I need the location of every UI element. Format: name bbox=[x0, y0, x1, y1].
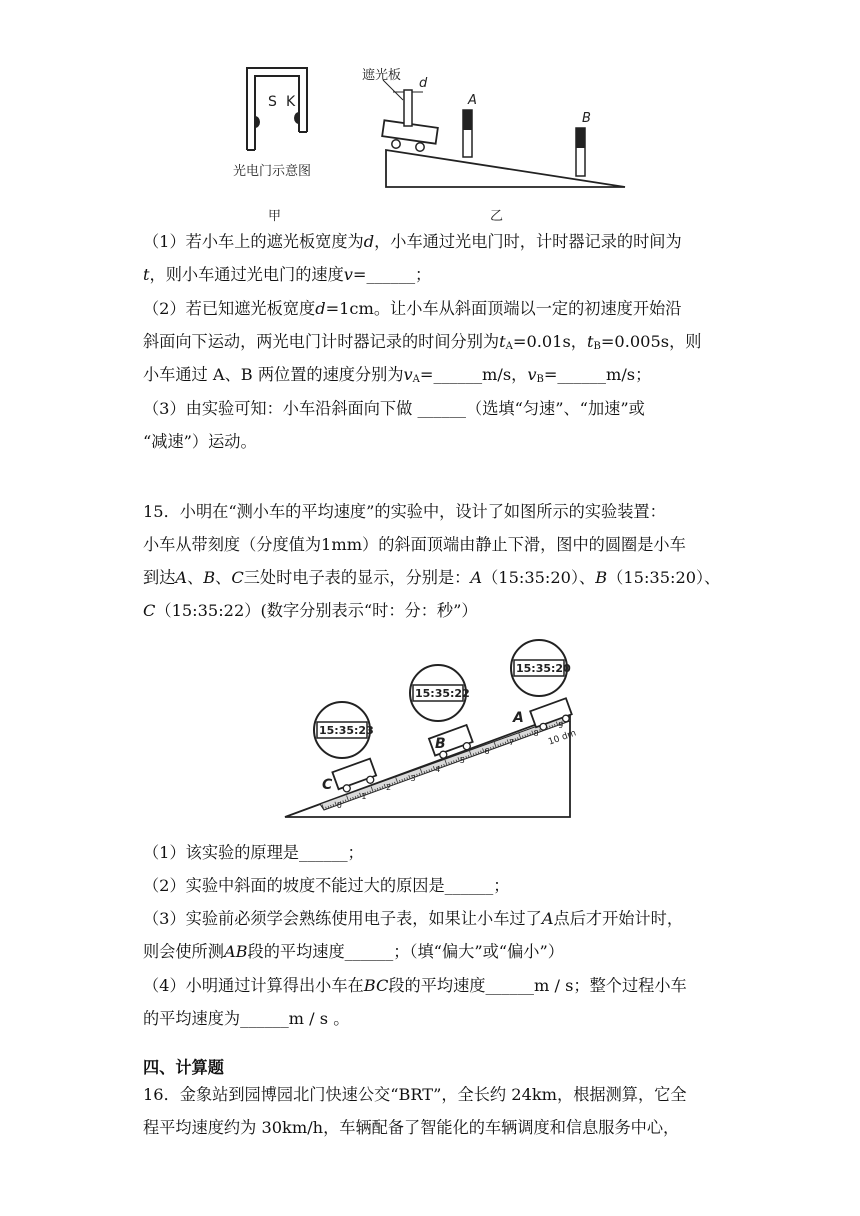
gate-b-label: B bbox=[582, 111, 591, 126]
var-a: A bbox=[175, 568, 188, 587]
var-a: A bbox=[541, 909, 554, 928]
sub-b: B bbox=[593, 341, 601, 352]
text: （15:35:22）(数字分别表示“时：分：秒”） bbox=[155, 601, 478, 620]
ruler-tick-label: 4 bbox=[435, 765, 441, 775]
caption-jia: 甲 bbox=[268, 209, 282, 224]
clock-a-readout: 15:35:20 bbox=[516, 662, 571, 675]
q15-s3-line1 bbox=[143, 908, 683, 930]
sub-a: A bbox=[505, 341, 513, 352]
text: =0.01s， bbox=[512, 332, 587, 351]
gate-caption: 光电门示意图 bbox=[233, 164, 312, 179]
gate-letter-k: K bbox=[286, 94, 296, 110]
text: （2）若已知遮光板宽度 bbox=[143, 299, 316, 318]
text: =______； bbox=[352, 265, 432, 284]
var-d: d bbox=[363, 232, 375, 251]
text: 则会使所测 bbox=[143, 942, 224, 961]
ruler-tick-label: 6 bbox=[484, 747, 490, 757]
q16-line2: 程平均速度约为 30km/h，车辆配备了智能化的车辆调度和信息服务中心， bbox=[143, 1118, 680, 1137]
ruler-tick-label: 2 bbox=[385, 782, 392, 792]
sub-b: B bbox=[536, 374, 544, 385]
text: 段的平均速度______m / s；整个过程小车 bbox=[388, 976, 687, 995]
label-a: A bbox=[513, 710, 524, 726]
q14-p3-line2: “减速”）运动。 bbox=[143, 432, 257, 451]
figure-light-gate bbox=[225, 60, 645, 235]
text: （1）若小车上的遮光板宽度为 bbox=[143, 232, 364, 251]
sub-a: A bbox=[412, 374, 420, 385]
q15-line1: 15．小明在“测小车的平均速度”的实验中，设计了如图所示的实验装置： bbox=[143, 502, 666, 521]
text: 到达 bbox=[143, 568, 176, 587]
clock-b-readout: 15:35:22 bbox=[415, 687, 470, 700]
caption-yi: 乙 bbox=[490, 209, 504, 224]
var-v: v bbox=[343, 265, 353, 284]
text: =1cm。让小车从斜面顶端以一定的初速度开始沿 bbox=[325, 299, 682, 318]
var-a: A bbox=[470, 568, 483, 587]
q15-line3 bbox=[143, 567, 720, 589]
q14-p3-line1: （3）由实验可知：小车沿斜面向下做 ______（选填“匀速”、“加速”或 bbox=[143, 399, 645, 418]
var-c: C bbox=[143, 601, 156, 620]
var-d: d bbox=[315, 299, 326, 318]
ruler-tick-label: 8 bbox=[533, 729, 539, 739]
var-v: v bbox=[403, 365, 413, 384]
q15-s3-line2 bbox=[143, 941, 564, 963]
q14-p1-line1 bbox=[143, 231, 682, 253]
text: 段的平均速度______；（填“偏大”或“偏小”） bbox=[247, 942, 564, 961]
ruler-tick-label: 0 bbox=[336, 800, 342, 810]
text: 小车通过 A、B 两位置的速度分别为 bbox=[143, 365, 404, 384]
var-b: B bbox=[595, 568, 608, 587]
label-b: B bbox=[435, 736, 446, 752]
var-c: C bbox=[231, 568, 244, 587]
text: =______m/s， bbox=[419, 365, 528, 384]
text: 、 bbox=[215, 568, 232, 587]
text: （15:35:20）、 bbox=[607, 568, 721, 587]
q15-line2: 小车从带刻度（分度值为1mm）的斜面顶端由静止下滑，图中的圆圈是小车 bbox=[143, 535, 686, 554]
light-gate-diagram bbox=[225, 60, 645, 235]
text: ，小车通过光电门时，计时器记录的时间为 bbox=[374, 232, 682, 251]
d-label: d bbox=[419, 76, 428, 91]
q15-s4-line1 bbox=[143, 975, 687, 997]
ruler-tick-label: 1 bbox=[361, 791, 367, 801]
text: 斜面向下运动，两光电门计时器记录的时间分别为 bbox=[143, 332, 500, 351]
q14-p2-line2 bbox=[143, 331, 701, 358]
ruler-tick-label: 9 bbox=[558, 720, 564, 730]
q16-line1: 16．金象站到园博园北门快速公交“BRT”，全长约 24km，根据测算，它全 bbox=[143, 1085, 687, 1104]
ruler-tick-label: 3 bbox=[410, 773, 416, 783]
var-t: t bbox=[143, 265, 150, 284]
q15-s4-line2: 的平均速度为______m / s 。 bbox=[143, 1009, 350, 1028]
text: =0.005s，则 bbox=[600, 332, 702, 351]
ruler-tick-label: 7 bbox=[508, 738, 515, 748]
text: 三处时电子表的显示，分别是： bbox=[243, 568, 471, 587]
var-t: t bbox=[586, 332, 594, 351]
text: （15:35:20）、 bbox=[482, 568, 596, 587]
var-bc: BC bbox=[363, 976, 389, 995]
text: （4）小明通过计算得出小车在 bbox=[143, 976, 364, 995]
figure-incline-clocks bbox=[280, 635, 590, 825]
label-c: C bbox=[322, 777, 333, 793]
var-b: B bbox=[203, 568, 216, 587]
text: 点后才开始计时， bbox=[553, 909, 684, 928]
text: 、 bbox=[187, 568, 204, 587]
board-label: 遮光板 bbox=[362, 68, 402, 83]
q14-p2-line3 bbox=[143, 364, 651, 391]
clock-c-readout: 15:35:23 bbox=[319, 724, 374, 737]
var-v: v bbox=[527, 365, 537, 384]
q15-line4 bbox=[143, 600, 478, 622]
section-title: 四、计算题 bbox=[143, 1058, 224, 1077]
q15-s2: （2）实验中斜面的坡度不能过大的原因是______； bbox=[143, 876, 510, 895]
ruler-tick-label: 5 bbox=[459, 756, 465, 766]
q14-p2-line1 bbox=[143, 298, 681, 320]
text: ，则小车通过光电门的速度 bbox=[149, 265, 344, 284]
var-t: t bbox=[499, 332, 506, 351]
gate-letter-s: S bbox=[268, 94, 277, 110]
text: =______m/s； bbox=[543, 365, 652, 384]
text: （3）实验前必须学会熟练使用电子表，如果让小车过了 bbox=[143, 909, 542, 928]
ruler-unit: 10 dm bbox=[547, 728, 578, 748]
q14-p1-line2 bbox=[143, 264, 431, 286]
var-ab: AB bbox=[223, 942, 248, 961]
gate-a-label: A bbox=[468, 93, 477, 108]
q15-s1: （1）该实验的原理是______； bbox=[143, 843, 364, 862]
